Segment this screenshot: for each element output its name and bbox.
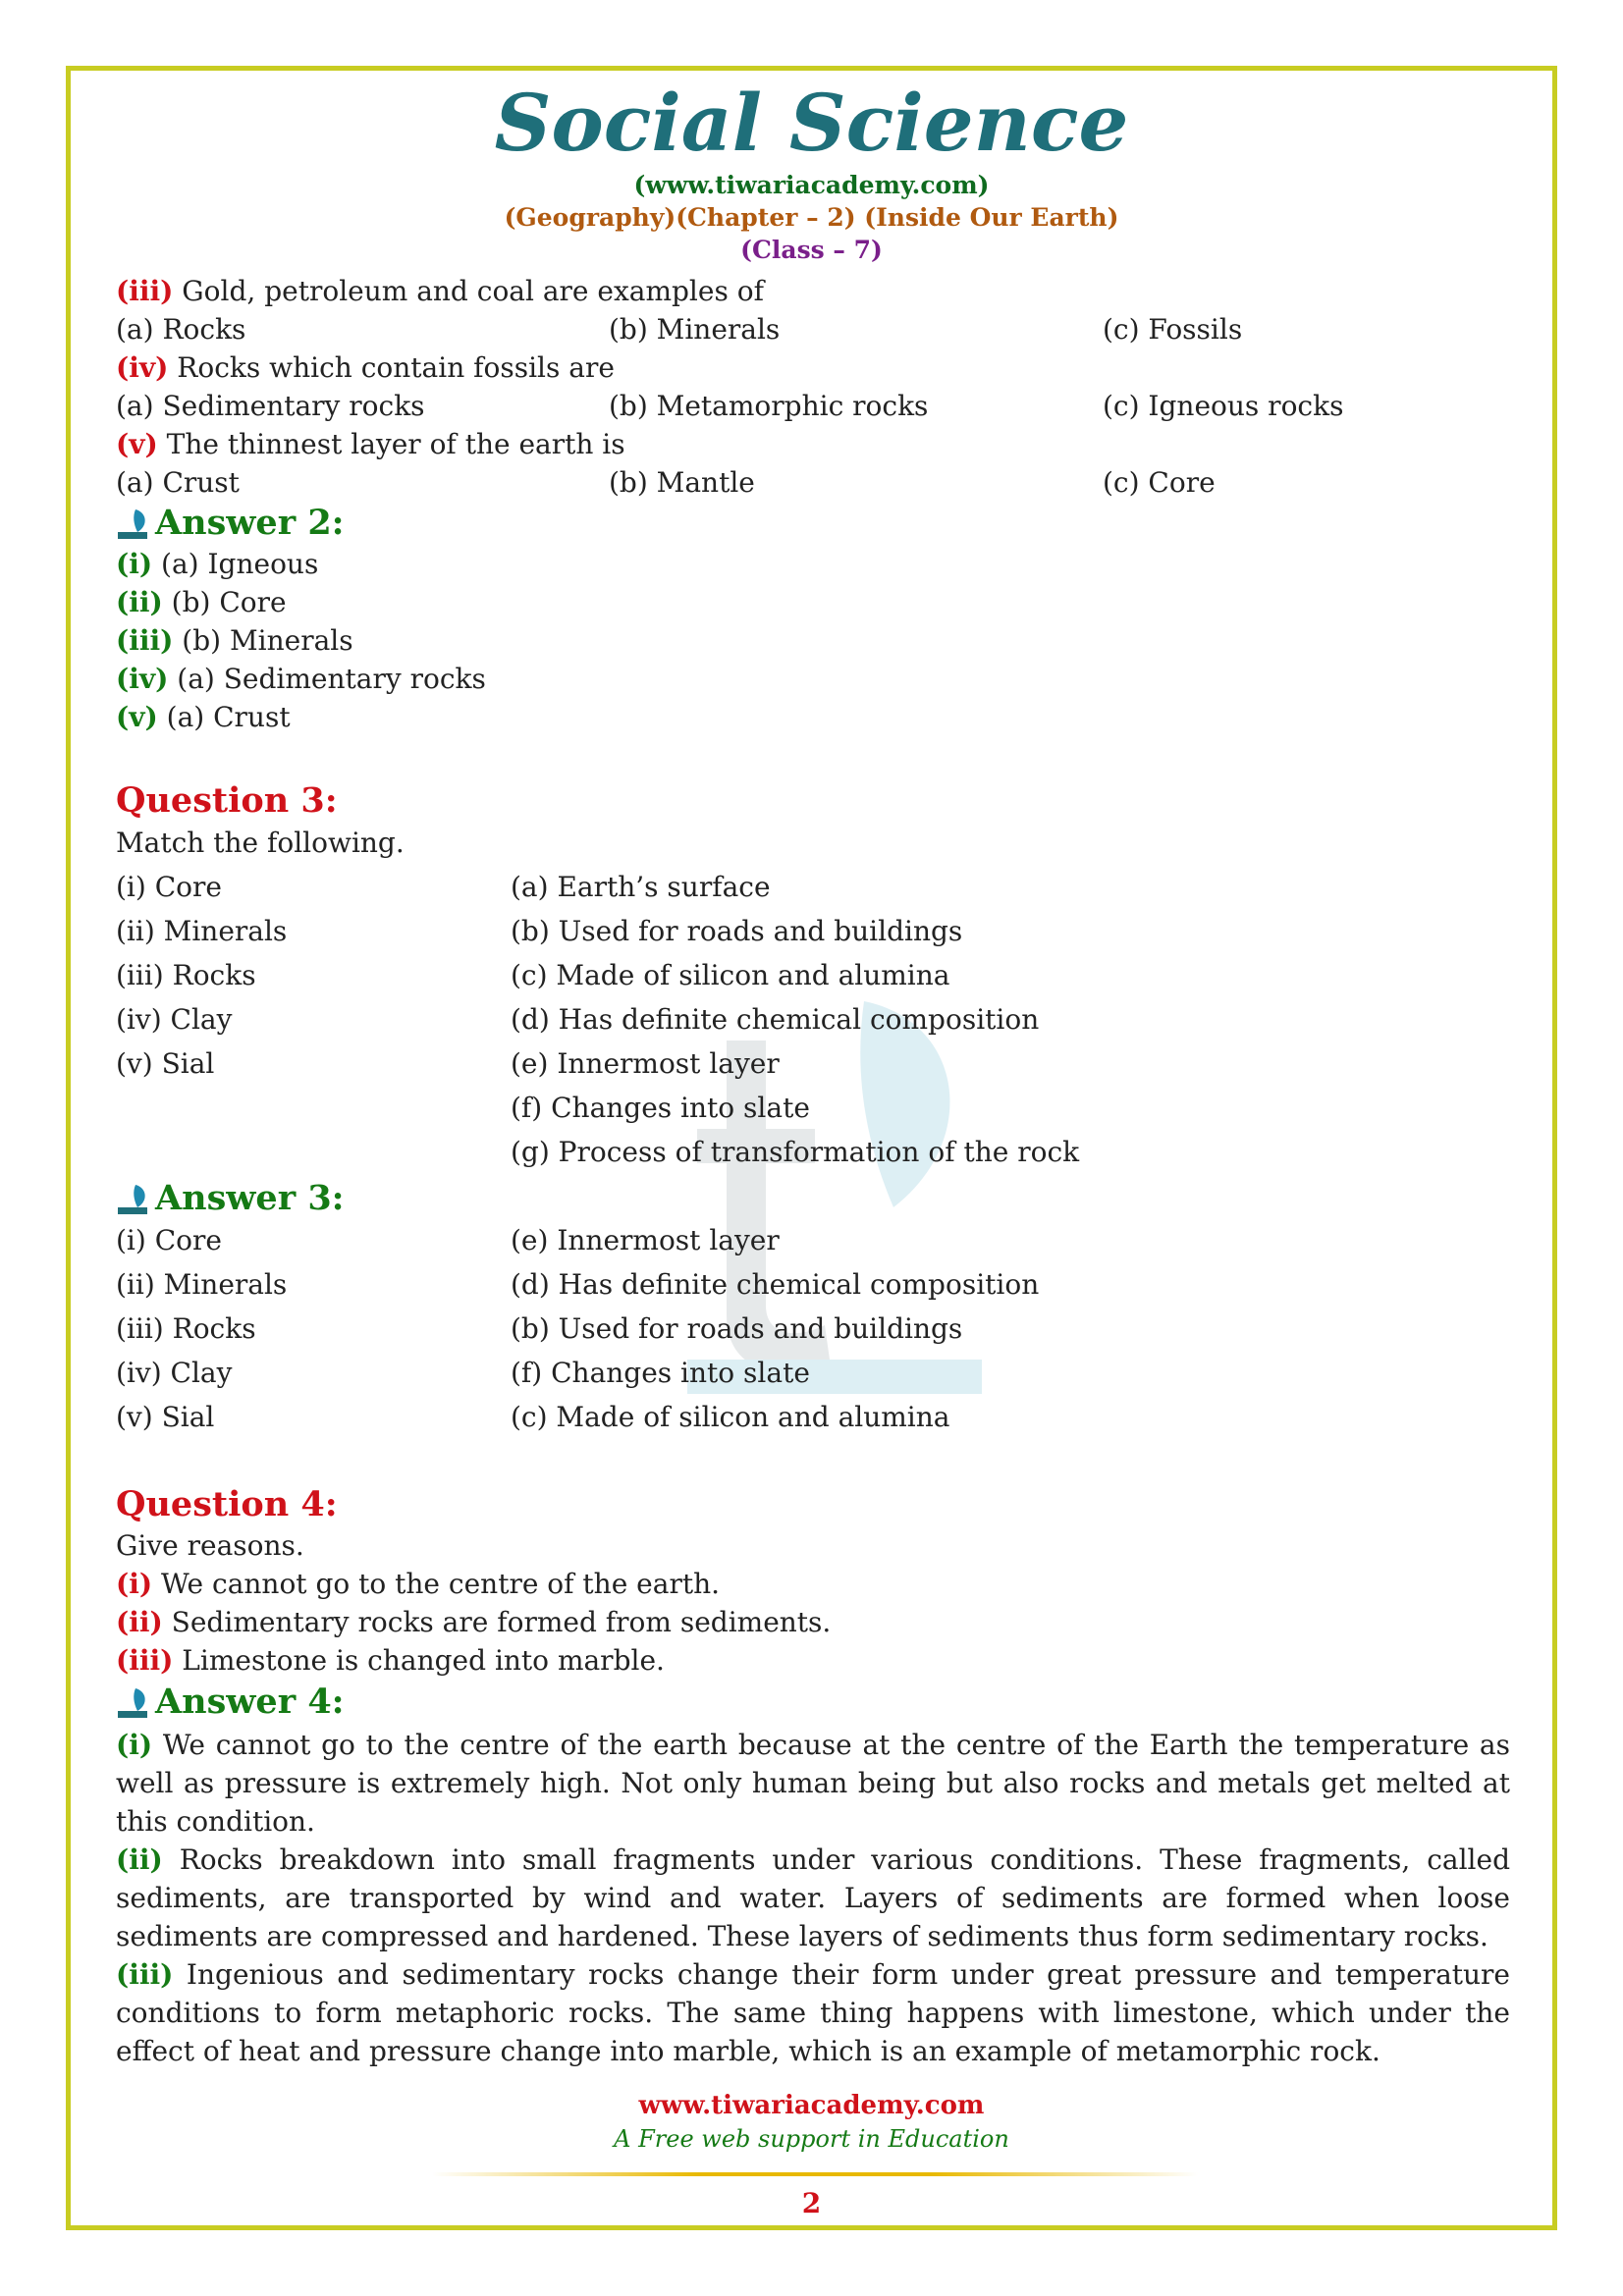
header-class: (Class – 7) xyxy=(740,236,883,264)
a3-left-item: (iv) Clay xyxy=(116,1357,233,1389)
q3-left-item: (v) Sial xyxy=(116,1047,215,1080)
answer4-heading-text: Answer 4: xyxy=(155,1682,345,1722)
a3-left-item: (iii) Rocks xyxy=(116,1312,256,1345)
q4-item xyxy=(116,1568,720,1600)
q3-right-item: (f) Changes into slate xyxy=(511,1092,810,1124)
answer2-heading-text: Answer 2: xyxy=(155,503,345,543)
answer3-heading-text: Answer 3: xyxy=(155,1178,345,1218)
answer4-para xyxy=(116,1955,1510,2070)
answer2-text: (b) Core xyxy=(162,586,287,618)
q3-right-item: (e) Innermost layer xyxy=(511,1047,780,1080)
q3-left-item: (iv) Clay xyxy=(116,1003,233,1036)
q3-right-item: (b) Used for roads and buildings xyxy=(511,915,963,947)
q4-num: (iii) xyxy=(116,1644,174,1677)
a3-right-item: (c) Made of silicon and alumina xyxy=(511,1401,950,1433)
q2-option: (c) Fossils xyxy=(1103,313,1243,346)
answer4-para xyxy=(116,1841,1510,1955)
answer4-num: (i) xyxy=(116,1729,153,1761)
answer2-text: (a) Crust xyxy=(157,701,291,733)
answer2-num: (iii) xyxy=(116,624,174,657)
footer-site-link[interactable]: www.tiwariacademy.com xyxy=(638,2091,985,2120)
q4-item xyxy=(116,1644,665,1677)
q2-item-iii xyxy=(116,275,764,307)
answer2-num: (ii) xyxy=(116,586,163,618)
answer2-item xyxy=(116,624,353,657)
q4-item xyxy=(116,1606,831,1638)
q3-left-item: (i) Core xyxy=(116,871,222,903)
q4-text: Sedimentary rocks are formed from sediments. xyxy=(162,1606,832,1638)
a3-left-item: (v) Sial xyxy=(116,1401,215,1433)
q2-item-num: (v) xyxy=(116,428,158,460)
q2-item-num: (iii) xyxy=(116,275,174,307)
q2-option: (c) Igneous rocks xyxy=(1103,390,1344,422)
q3-right-item: (a) Earth’s surface xyxy=(511,871,771,903)
answer2-heading xyxy=(116,503,345,543)
q3-right-item: (c) Made of silicon and alumina xyxy=(511,959,950,991)
q2-item-v xyxy=(116,428,625,460)
q3-right-item: (g) Process of transformation of the rock xyxy=(511,1136,1080,1168)
answer4-num: (iii) xyxy=(116,1958,174,1991)
question3-heading: Question 3: xyxy=(116,780,338,821)
answer4-text: We cannot go to the centre of the earth because at the centre of the Earth the temperature as well as pressure is extremely high. Not only human being but also rocks and metals get melted at this condition. xyxy=(116,1729,1510,1838)
question4-intro: Give reasons. xyxy=(116,1529,304,1562)
leaf-logo-icon xyxy=(116,1685,149,1719)
answer2-text: (b) Minerals xyxy=(173,624,353,657)
q4-num: (i) xyxy=(116,1568,153,1600)
q2-option: (b) Metamorphic rocks xyxy=(609,390,929,422)
q4-num: (ii) xyxy=(116,1606,163,1638)
leaf-logo-icon xyxy=(116,1182,149,1215)
answer2-text: (a) Igneous xyxy=(152,548,319,580)
answer4-num: (ii) xyxy=(116,1843,163,1876)
header-chapter: (Geography)(Chapter – 2) (Inside Our Earth) xyxy=(504,203,1119,232)
q2-option: (a) Sedimentary rocks xyxy=(116,390,425,422)
q2-item-iv xyxy=(116,351,615,384)
footer-tagline: A Free web support in Education xyxy=(614,2125,1009,2153)
answer4-para xyxy=(116,1726,1510,1841)
q2-option: (b) Mantle xyxy=(609,466,755,499)
q3-left-item: (iii) Rocks xyxy=(116,959,256,991)
answer4-heading xyxy=(116,1682,345,1722)
question3-intro: Match the following. xyxy=(116,827,405,859)
a3-right-item: (f) Changes into slate xyxy=(511,1357,810,1389)
a3-right-item: (b) Used for roads and buildings xyxy=(511,1312,963,1345)
answer2-item xyxy=(116,663,486,695)
q2-option: (a) Crust xyxy=(116,466,240,499)
answer2-num: (i) xyxy=(116,548,153,580)
q2-item-text: Rocks which contain fossils are xyxy=(168,351,615,384)
answer2-item xyxy=(116,586,287,618)
q3-left-item: (ii) Minerals xyxy=(116,915,288,947)
q2-item-text: The thinnest layer of the earth is xyxy=(157,428,625,460)
answer2-num: (iv) xyxy=(116,663,169,695)
q2-option: (b) Minerals xyxy=(609,313,781,346)
answer2-item xyxy=(116,548,318,580)
answer4-text: Ingenious and sedimentary rocks change their form under great pressure and temperature conditions to form metaphoric rocks. The same thing happens with limestone, which under the effect of heat and pressure change into marble, which is an example of metamorphic rock. xyxy=(116,1958,1510,2067)
page-number: 2 xyxy=(801,2187,822,2219)
q4-text: We cannot go to the centre of the earth. xyxy=(152,1568,721,1600)
q4-text: Limestone is changed into marble. xyxy=(173,1644,665,1677)
q2-option: (c) Core xyxy=(1103,466,1216,499)
answer2-item xyxy=(116,701,291,733)
q2-option: (a) Rocks xyxy=(116,313,246,346)
answer2-text: (a) Sedimentary rocks xyxy=(168,663,486,695)
q2-item-num: (iv) xyxy=(116,351,169,384)
page-title: Social Science xyxy=(494,77,1129,169)
q2-item-text: Gold, petroleum and coal are examples of xyxy=(173,275,764,307)
a3-right-item: (e) Innermost layer xyxy=(511,1224,780,1256)
a3-left-item: (i) Core xyxy=(116,1224,222,1256)
answer2-num: (v) xyxy=(116,701,158,733)
answer3-heading xyxy=(116,1178,345,1218)
a3-left-item: (ii) Minerals xyxy=(116,1268,288,1301)
question4-heading: Question 4: xyxy=(116,1484,338,1524)
a3-right-item: (d) Has definite chemical composition xyxy=(511,1268,1040,1301)
q3-right-item: (d) Has definite chemical composition xyxy=(511,1003,1040,1036)
answer4-text: Rocks breakdown into small fragments under various conditions. These fragments, called sediments, are transported by wind and water. Layers of sediments are formed when loose sediments are compressed and hardened. These layers of sediments thus form sedimentary rocks. xyxy=(116,1843,1510,1952)
leaf-logo-icon xyxy=(116,507,149,540)
header-site: (www.tiwariacademy.com) xyxy=(633,171,990,199)
footer-divider xyxy=(432,2172,1198,2176)
